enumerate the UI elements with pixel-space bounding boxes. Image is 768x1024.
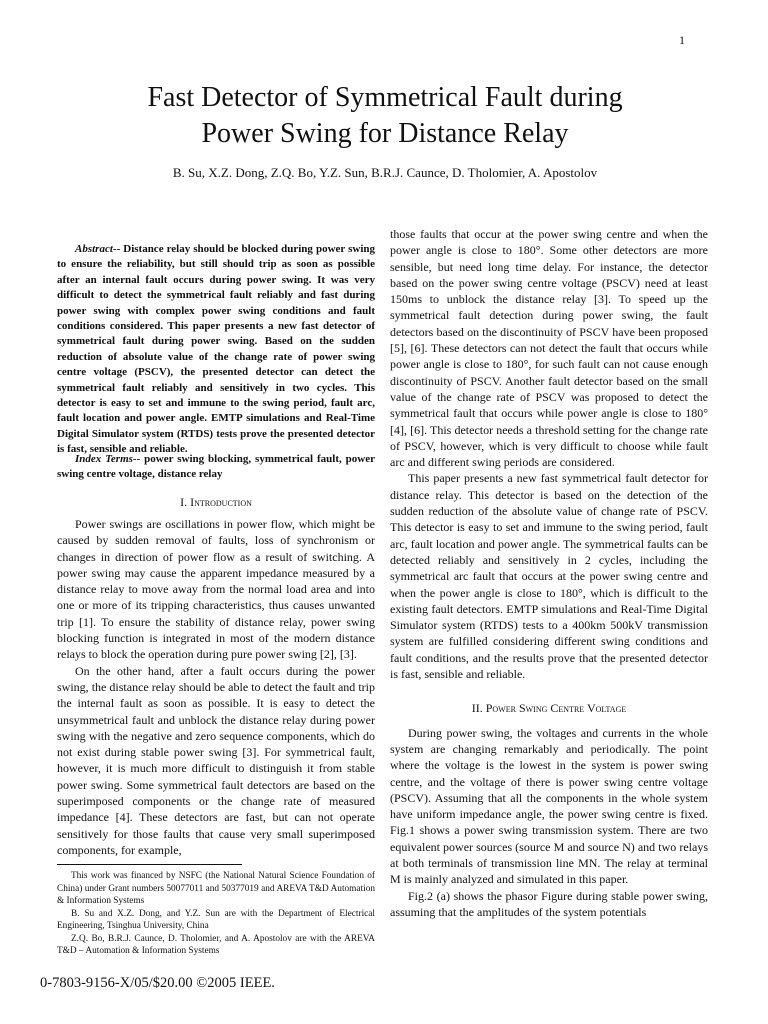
footnotes <box>57 870 375 958</box>
abstract-label: Abstract <box>75 243 113 255</box>
footnote: This work was financed by NSFC (the National Natural Science Foundation of China) under Grant numbers 50077011 and 50377019 and AREVA T&D Automation & Information Systems <box>57 871 375 906</box>
index-terms-text: -- power swing blocking, symmetrical fault, power swing centre voltage, distance relay <box>57 453 375 481</box>
page-number: 1 <box>679 33 685 47</box>
paragraph: On the other hand, after a fault occurs during the power swing, the distance relay should be able to detect the fault and trip the internal fault as soon as possible. It is easy to detect the unsymmetrical fault and unblock the distance relay during power swing with the negative and zero sequence components, which do not exist during stable power swing [3]. For symmetrical fault, however, it is much more difficult to distinguish it from stable power swing. Some symmetrical fault detectors are based on the superimposed components or the change rate of measured impedance [4]. These detectors are fast, but can not operate sensitively for those faults that cause very small superimposed components, for example, <box>57 663 375 857</box>
paragraph: Fig.2 (a) shows the phasor Figure during stable power swing, assuming that the amplitudes of the system potentials <box>390 888 708 919</box>
section-heading-introduction <box>57 495 375 510</box>
right-column <box>390 226 708 920</box>
footnote-divider <box>57 864 242 865</box>
title-line-2: Power Swing for Distance Relay <box>201 118 569 149</box>
section-number: II. <box>471 701 483 716</box>
abstract <box>57 242 375 458</box>
abstract-text: -- Distance relay should be blocked during power swing to ensure the reliability, but still should trip as soon as possible after an internal fault occurs during power swing. It was very difficult to detect the symmetrical fault reliably and fast during power swing with complex power swing conditions and fault conditions considered. This paper presents a new fast detector of symmetrical fault during power swing. Based on the sudden reduction of absolute value of the change rate of power swing centre voltage (PSCV), the presented detector can detect the symmetrical fault reliably and sensitively in two cycles. This detector is easy to set and immune to the swing period, fault arc, fault location and power angle. EMTP simulations and Real-Time Digital Simulator system (RTDS) tests prove the presented detector is fast, sensible and reliable. <box>57 243 375 456</box>
paragraph: Power swings are oscillations in power flow, which might be caused by sudden removal of faults, loss of synchronism or changes in direction of power flow as a result of switching. A power swing may cause the apparent impedance measured by a distance relay to move away from the normal load area and into one or more of its tripping characteristics, thus causes unwanted trip [1]. To ensure the stability of distance relay, power swing blocking function is integrated in most of the modern distance relays to block the operation during pure power swing [2], [3]. <box>57 517 375 662</box>
introduction-body <box>57 516 375 858</box>
section-heading-power-swing-centre-voltage <box>390 700 708 716</box>
paragraph: those faults that occur at the power swing centre and when the power angle is close to 180°. Some other detectors are more sensible, but need long time delay. For instance, the detector based on the power swing centre voltage (PSCV) need at least 150ms to unblock the distance relay [3]. To speed up the symmetrical fault detection during power swing, the fault detectors based on the discontinuity of PSCV have been proposed [5], [6]. These detectors can not detect the fault that occurs while power angle is close to 180°, for such fault can not cause enough discontinuity of PSCV. Another fault detector based on the small value of the change rate of PSCV was proposed to detect the symmetrical fault that occurs while power angle is close to 180° [4], [6]. This detector needs a threshold setting for the change rate of PSCV, however, which is very difficult to choose while fault arc and different swing periods are considered. <box>390 227 708 470</box>
paper-title <box>60 80 710 152</box>
section-title: Power Swing Centre Voltage <box>485 701 627 716</box>
author-list: B. Su, X.Z. Dong, Z.Q. Bo, Y.Z. Sun, B.R.J. Caunce, D. Tholomier, A. Apostolov <box>172 165 598 180</box>
index-terms-label: Index Terms <box>75 453 133 465</box>
section-number: I. <box>180 495 188 509</box>
section-title: Introduction <box>190 495 252 509</box>
index-terms <box>57 452 375 483</box>
paragraph: This paper presents a new fast symmetrical fault detector for distance relay. This detector is based on the detection of the sudden reduction of the absolute value of change rate of PSCV. This detector is easy to set and immune to the swing period, fault arc, fault location and power angle. The symmetrical faults can be detected reliably and sensitively in 2 cycles, including the symmetrical arc fault that occurs at the power swing centre and when the power angle is close to 180°, which is difficult to the existing fault detectors. EMTP simulations and Real-Time Digital Simulator system (RTDS) tests to a 400km 500kV transmission system are fulfilled considering different swing conditions and fault conditions, and the results prove that the presented detector is fast, sensible and reliable. <box>390 471 708 682</box>
paragraph: During power swing, the voltages and currents in the whole system are changing remarkably and periodically. The point where the voltage is the lowest in the system is power swing centre, and the voltage of there is power swing centre voltage (PSCV). Assuming that all the components in the whole system have uniform impedance angle, the power swing centre is fixed. Fig.1 shows a power swing transmission system. There are two equivalent power sources (source M and source N) and two relays at both terminals of transmission line MN. The relay at terminal M is mainly analyzed and simulated in this paper. <box>390 725 708 887</box>
footnote: B. Su and X.Z. Dong, and Y.Z. Sun are with the Department of Electrical Engineering, Tsinghua University, China <box>57 908 375 931</box>
footnote: Z.Q. Bo, B.R.J. Caunce, D. Tholomier, and A. Apostolov are with the AREVA T&D – Automation & Information Systems <box>57 933 375 956</box>
copyright-notice: 0-7803-9156-X/05/$20.00 ©2005 IEEE. <box>40 975 275 991</box>
title-line-1: Fast Detector of Symmetrical Fault during <box>147 82 623 113</box>
